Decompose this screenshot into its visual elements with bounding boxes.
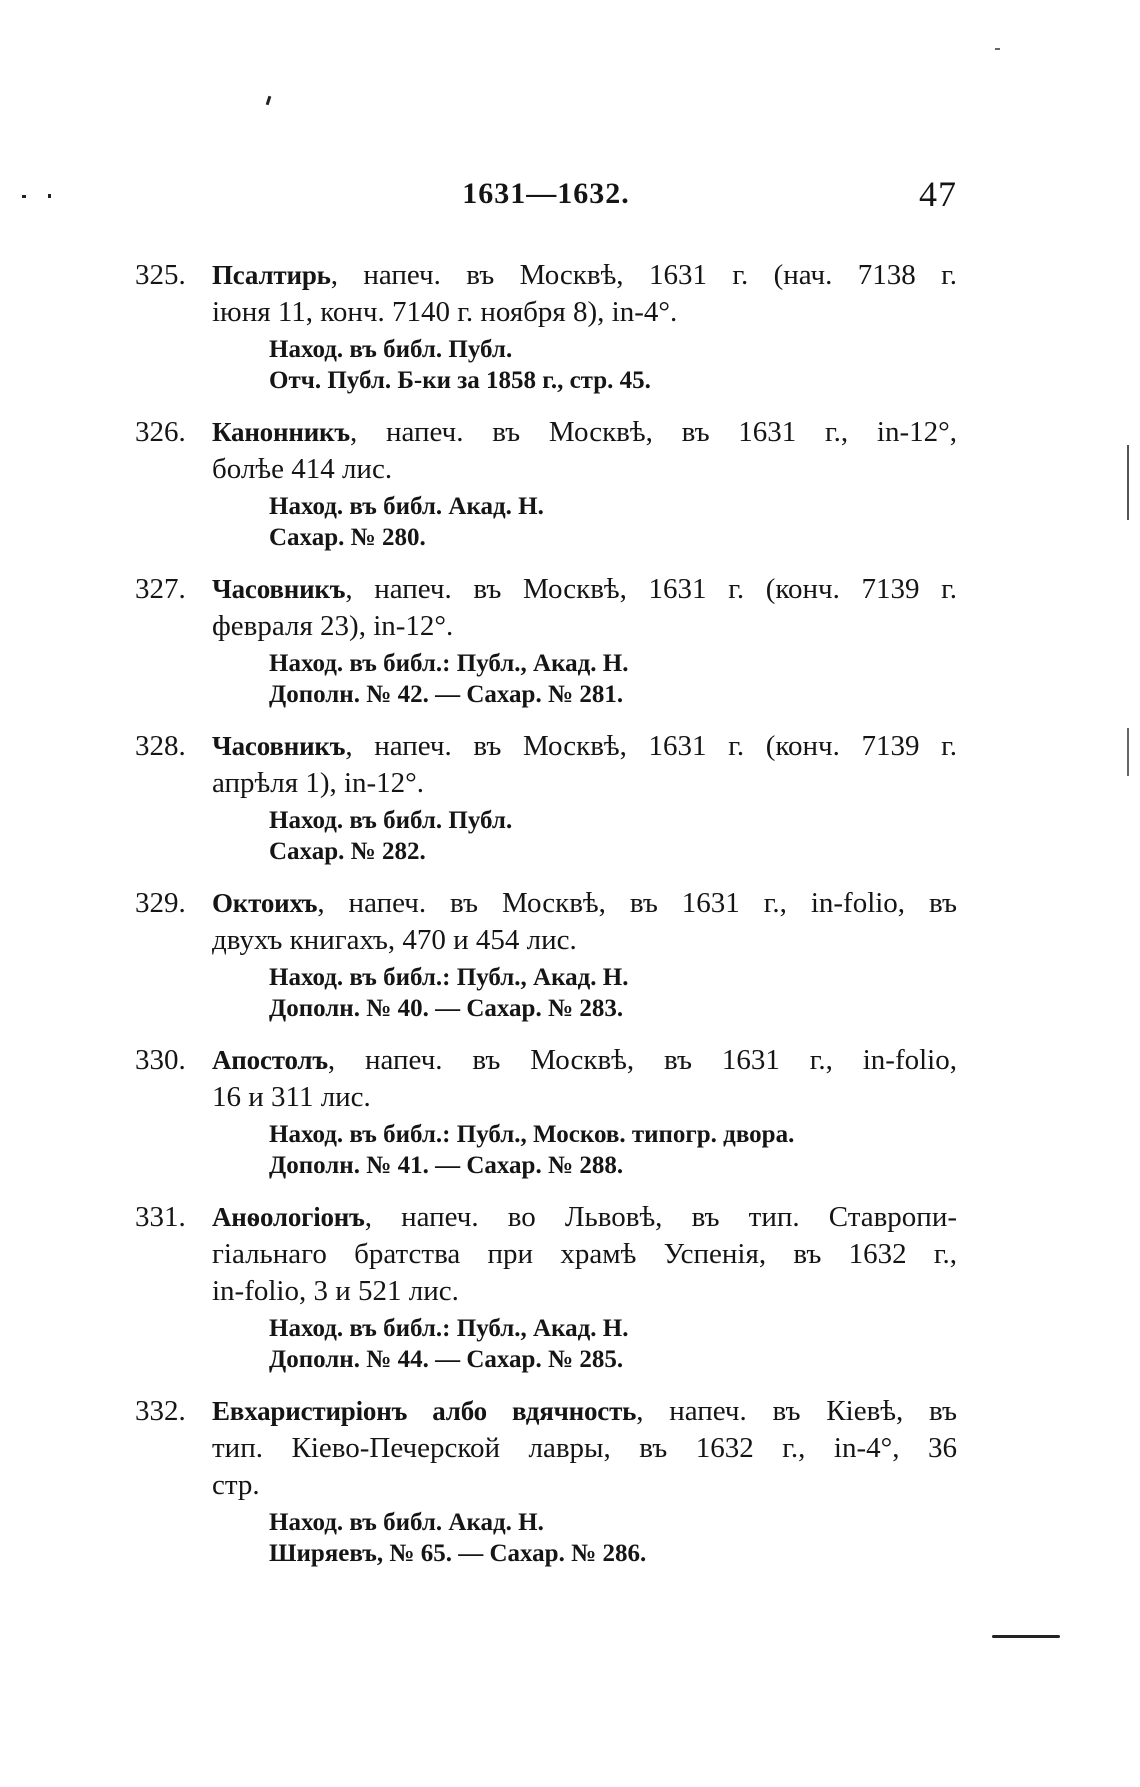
entry-title: Октоихъ <box>212 888 318 918</box>
location-note: Наход. въ библ. Публ. <box>269 807 513 834</box>
entry-notes <box>269 334 957 396</box>
entry-first-line <box>212 885 957 922</box>
entry-text: , напеч. въ Кіевѣ, въ <box>636 1395 958 1427</box>
entry-title: Апостолъ <box>212 1045 328 1075</box>
entry-330 <box>135 1042 957 1181</box>
entry-text: , напеч. въ Москвѣ, въ 1631 г., in-12°, <box>349 416 957 448</box>
location-note: Наход. въ библ. Публ. <box>269 336 513 363</box>
entry-text: , напеч. въ Москвѣ, 1631 г. (конч. 7139 г. <box>345 730 957 762</box>
entry-number: 325. <box>135 259 186 291</box>
location-note: Наход. въ библ. Акад. Н. <box>269 493 544 520</box>
entry-328 <box>135 728 957 867</box>
location-note: Наход. въ библ.: Публ., Акад. Н. <box>269 1315 629 1342</box>
entry-text-line: двухъ книгахъ, 470 и 454 лис. <box>212 924 577 956</box>
entry-description <box>212 414 957 553</box>
entry-description <box>212 1199 957 1375</box>
entry-325 <box>135 257 957 396</box>
location-note: Наход. въ библ.: Публ., Акад. Н. <box>269 964 629 991</box>
entry-number: 332. <box>135 1395 186 1427</box>
entry-title: Анѳологіонъ <box>212 1202 365 1232</box>
scan-edge-mark <box>1127 728 1129 776</box>
entry-first-line <box>212 571 957 608</box>
entry-notes <box>269 805 957 867</box>
entry-title: Часовникъ <box>212 574 346 604</box>
entry-text-line: іюня 11, конч. 7140 г. ноября 8), in-4°. <box>212 296 678 328</box>
reference-note: Дополн. № 44. — Сахар. № 285. <box>269 1346 624 1373</box>
entry-title: Канонникъ <box>212 417 350 447</box>
entry-text-line: апрѣля 1), in-12°. <box>212 767 425 799</box>
reference-note: Дополн. № 41. — Сахар. № 288. <box>269 1152 624 1179</box>
reference-note: Отч. Публ. Б-ки за 1858 г., стр. 45. <box>269 367 651 394</box>
entry-notes <box>269 491 957 553</box>
scan-mark <box>266 96 272 105</box>
page-header <box>135 175 957 213</box>
scan-edge-mark <box>1127 445 1129 520</box>
entry-text-line: февраля 23), in-12°. <box>212 610 454 642</box>
entry-notes <box>269 962 957 1024</box>
location-note: Наход. въ библ.: Публ., Москов. типогр. двора. <box>269 1121 795 1148</box>
entry-text-line: гіальнаго братства при храмѣ Успенія, въ 1632 г., <box>212 1238 957 1270</box>
entry-text: , напеч. въ Москвѣ, въ 1631 г., in-folio, <box>327 1044 957 1076</box>
entry-first-line <box>212 1199 957 1236</box>
entry-number: 326. <box>135 416 186 448</box>
reference-note: Сахар. № 280. <box>269 524 426 551</box>
entry-number: 331. <box>135 1201 186 1233</box>
entry-329 <box>135 885 957 1024</box>
scan-mark <box>995 48 1000 50</box>
running-head: 1631—1632. <box>462 177 630 210</box>
book-page <box>135 175 957 1587</box>
entry-first-line <box>212 257 957 294</box>
entry-description <box>212 885 957 1024</box>
entry-first-line <box>212 414 957 451</box>
scan-mark <box>48 194 51 198</box>
entry-notes <box>269 1119 957 1181</box>
reference-note: Сахар. № 282. <box>269 838 426 865</box>
entry-text-line: стр. <box>212 1469 260 1501</box>
entry-number: 329. <box>135 887 186 919</box>
entry-number: 327. <box>135 573 186 605</box>
scan-mark <box>22 195 26 198</box>
entry-text: , напеч. въ Москвѣ, 1631 г. (конч. 7139 г. <box>345 573 957 605</box>
entry-326 <box>135 414 957 553</box>
reference-note: Ширяевъ, № 65. — Сахар. № 286. <box>269 1540 647 1567</box>
page-number: 47 <box>919 174 957 214</box>
location-note: Наход. въ библ. Акад. Н. <box>269 1509 544 1536</box>
entry-332 <box>135 1393 957 1569</box>
reference-note: Дополн. № 40. — Сахар. № 283. <box>269 995 624 1022</box>
entry-description <box>212 1393 957 1569</box>
entry-description <box>212 571 957 710</box>
scan-dash-mark <box>992 1635 1060 1638</box>
entry-title: Псалтирь <box>212 260 331 290</box>
entry-description <box>212 1042 957 1181</box>
entry-notes <box>269 648 957 710</box>
entry-description <box>212 257 957 396</box>
reference-note: Дополн. № 42. — Сахар. № 281. <box>269 681 624 708</box>
entry-first-line <box>212 728 957 765</box>
entry-description <box>212 728 957 867</box>
entry-331 <box>135 1199 957 1375</box>
entry-text-line: тип. Кіево-Печерской лавры, въ 1632 г., in-4°, 36 <box>212 1432 957 1464</box>
entry-text: , напеч. въ Москвѣ, 1631 г. (нач. 7138 г. <box>330 259 957 291</box>
entry-text-line: болѣе 414 лис. <box>212 453 393 485</box>
entry-title: Евхаристиріонъ албо вдячность <box>212 1396 637 1426</box>
entry-number: 330. <box>135 1044 186 1076</box>
entry-first-line <box>212 1393 957 1430</box>
entry-text-line: 16 и 311 лис. <box>212 1081 371 1113</box>
entry-notes <box>269 1507 957 1569</box>
entry-327 <box>135 571 957 710</box>
entry-text-line: in-folio, 3 и 521 лис. <box>212 1275 459 1307</box>
entry-text: , напеч. въ Москвѣ, въ 1631 г., in-folio, въ <box>317 887 957 919</box>
entry-text: , напеч. во Львовѣ, въ тип. Ставропи- <box>364 1201 957 1233</box>
entry-notes <box>269 1313 957 1375</box>
entry-first-line <box>212 1042 957 1079</box>
entry-title: Часовникъ <box>212 731 346 761</box>
entry-number: 328. <box>135 730 186 762</box>
location-note: Наход. въ библ.: Публ., Акад. Н. <box>269 650 629 677</box>
